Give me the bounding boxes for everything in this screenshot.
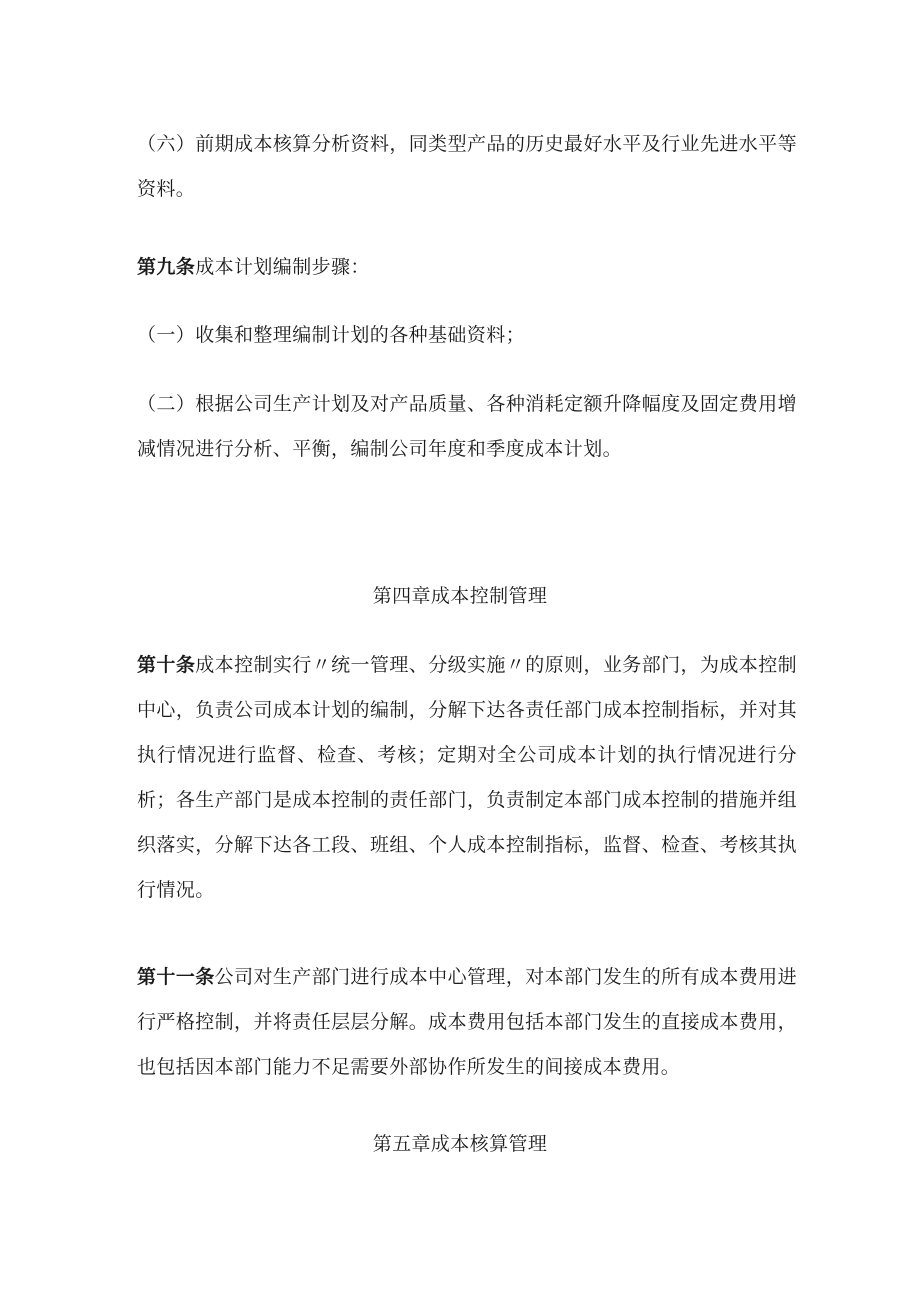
article-label: 第十一条 — [137, 966, 215, 988]
article-9 — [137, 245, 797, 290]
paragraph-text: （二）根据公司生产计划及对产品质量、各种消耗定额升降幅度及固定费用增减情况进行分析、平衡，编制公司年度和季度成本计划。 — [137, 393, 797, 460]
article-label: 第九条 — [137, 256, 196, 278]
article-10 — [137, 643, 797, 913]
paragraph-step-1 — [137, 313, 797, 358]
paragraph-text: （一）收集和整理编制计划的各种基础资料； — [137, 324, 526, 346]
chapter-5-heading: 第五章成本核算管理 — [372, 1133, 548, 1155]
article-11 — [137, 955, 797, 1090]
article-text: 成本计划编制步骤： — [195, 256, 370, 278]
article-label: 第十条 — [137, 654, 196, 676]
article-text: 成本控制实行〃统一管理、分级实施〃的原则，业务部门，为成本控制中心，负责公司成本计划的编制，分解下达各责任部门成本控制指标，并对其执行情况进行监督、检查、考核；定期对全公司成本计划的执行情况进行分析；各生产部门是成本控制的责任部门，负责制定本部门成本控制的措施并组织落实，分解下达各工段、班组、个人成本控制指标，监督、检查、考核其执行情况。 — [137, 654, 798, 901]
paragraph-text: （六）前期成本核算分析资料，同类型产品的历史最好水平及行业先进水平等资料。 — [137, 133, 797, 200]
paragraph-step-2 — [137, 382, 797, 472]
article-text: 公司对生产部门进行成本中心管理，对本部门发生的所有成本费用进行严格控制，并将责任层层分解。成本费用包括本部门发生的直接成本费用，也包括因本部门能力不足需要外部协作所发生的间接成本费用。 — [137, 966, 797, 1078]
chapter-4-heading: 第四章成本控制管理 — [372, 585, 548, 607]
paragraph-materials-6 — [137, 122, 797, 212]
